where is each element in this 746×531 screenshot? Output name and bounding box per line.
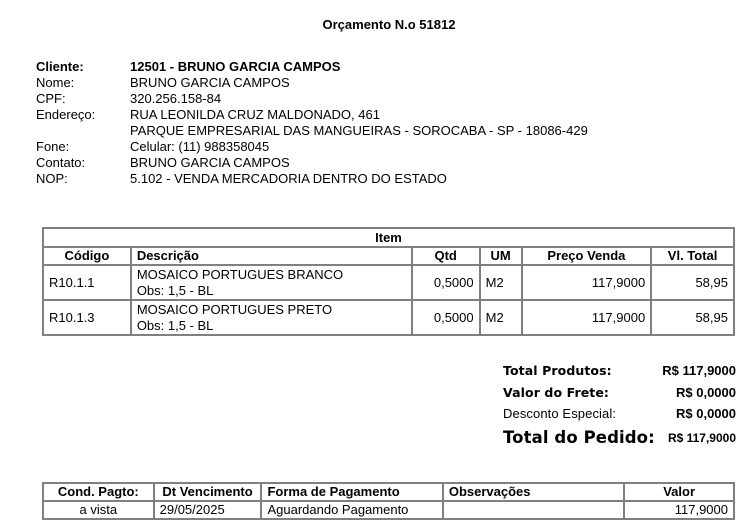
cell-um: M2 [480, 265, 522, 300]
table-row [43, 501, 734, 519]
nop-label: NOP: [36, 171, 68, 186]
client-label: Cliente: [36, 59, 84, 74]
cell-qtd: 0,5000 [412, 265, 480, 300]
total-produtos-value: R$ 117,9000 [662, 363, 736, 378]
desconto-value: R$ 0,0000 [676, 406, 736, 421]
cell-um: M2 [480, 300, 522, 335]
col-valor: Valor [624, 483, 734, 501]
client-row [36, 59, 588, 75]
col-qtd: Qtd [412, 247, 480, 265]
table-row [43, 265, 734, 300]
items-group-header-row [43, 228, 734, 247]
name-row [36, 75, 588, 91]
col-dt-vencimento: Dt Vencimento [154, 483, 262, 501]
cell-qtd: 0,5000 [412, 300, 480, 335]
col-descricao: Descrição [131, 247, 412, 265]
address-row-2 [36, 123, 588, 139]
cell-preco: 117,9000 [522, 300, 652, 335]
item-obs: Obs: 1,5 - BL [136, 282, 214, 298]
cell-observacoes [443, 501, 624, 519]
cell-forma-pagamento: Aguardando Pagamento [261, 501, 442, 519]
col-preco: Preço Venda [522, 247, 652, 265]
desconto-row [503, 403, 736, 425]
phone-label: Fone: [36, 139, 70, 154]
cell-preco: 117,9000 [522, 265, 652, 300]
col-total: Vl. Total [651, 247, 734, 265]
document-title: Orçamento N.o 51812 [322, 17, 456, 32]
items-header-row [43, 247, 734, 265]
cell-descricao [131, 300, 412, 335]
phone-row [36, 139, 588, 155]
contact-value: BRUNO GARCIA CAMPOS [130, 155, 290, 170]
address-row [36, 107, 588, 123]
nop-value: 5.102 - VENDA MERCADORIA DENTRO DO ESTADO [130, 171, 447, 186]
address-line2: PARQUE EMPRESARIAL DAS MANGUEIRAS - SOROCABA - SP - 18086-429 [130, 123, 588, 138]
cell-descricao [131, 265, 412, 300]
total-produtos-row [503, 360, 736, 382]
client-info [36, 59, 588, 187]
items-group-header: Item [43, 228, 734, 247]
col-cond-pagto: Cond. Pagto: [43, 483, 154, 501]
address-line1: RUA LEONILDA CRUZ MALDONADO, 461 [130, 107, 380, 122]
cpf-row [36, 91, 588, 107]
total-pedido-label: Total do Pedido: [503, 427, 655, 447]
cell-codigo: R10.1.1 [43, 265, 131, 300]
totals-block [503, 360, 736, 451]
name-value: BRUNO GARCIA CAMPOS [130, 75, 290, 90]
frete-value: R$ 0,0000 [676, 384, 736, 400]
total-pedido-row [503, 425, 736, 451]
payments-header-row [43, 483, 734, 501]
items-table [42, 227, 735, 336]
col-observacoes: Observações [443, 483, 624, 501]
cpf-label: CPF: [36, 91, 66, 106]
cell-total: 58,95 [651, 300, 734, 335]
frete-label: Valor do Frete: [503, 384, 610, 400]
total-produtos-label: Total Produtos: [503, 363, 612, 378]
nop-row [36, 171, 588, 187]
name-label: Nome: [36, 75, 75, 90]
item-obs: Obs: 1,5 - BL [136, 317, 214, 333]
col-codigo: Código [43, 247, 131, 265]
address-label: Endereço: [36, 107, 96, 122]
frete-row [503, 382, 736, 404]
payments-table [42, 482, 735, 520]
item-description: MOSAICO PORTUGUES PRETO [136, 301, 333, 317]
contact-row [36, 155, 588, 171]
table-row [43, 300, 734, 335]
cell-codigo: R10.1.3 [43, 300, 131, 335]
cell-valor: 117,9000 [624, 501, 734, 519]
desconto-label: Desconto Especial: [503, 406, 617, 421]
total-pedido-value: R$ 117,9000 [667, 430, 736, 445]
contact-label: Contato: [36, 155, 86, 170]
col-forma-pagamento: Forma de Pagamento [261, 483, 442, 501]
item-description: MOSAICO PORTUGUES BRANCO [136, 266, 344, 282]
client-value: 12501 - BRUNO GARCIA CAMPOS [130, 59, 341, 74]
cell-dt-vencimento: 29/05/2025 [154, 501, 262, 519]
cell-cond-pagto: a vista [43, 501, 154, 519]
phone-value: Celular: (11) 988358045 [130, 139, 270, 154]
col-um: UM [480, 247, 522, 265]
cell-total: 58,95 [651, 265, 734, 300]
address-label-blank [36, 123, 130, 139]
cpf-value: 320.256.158-84 [130, 91, 222, 106]
